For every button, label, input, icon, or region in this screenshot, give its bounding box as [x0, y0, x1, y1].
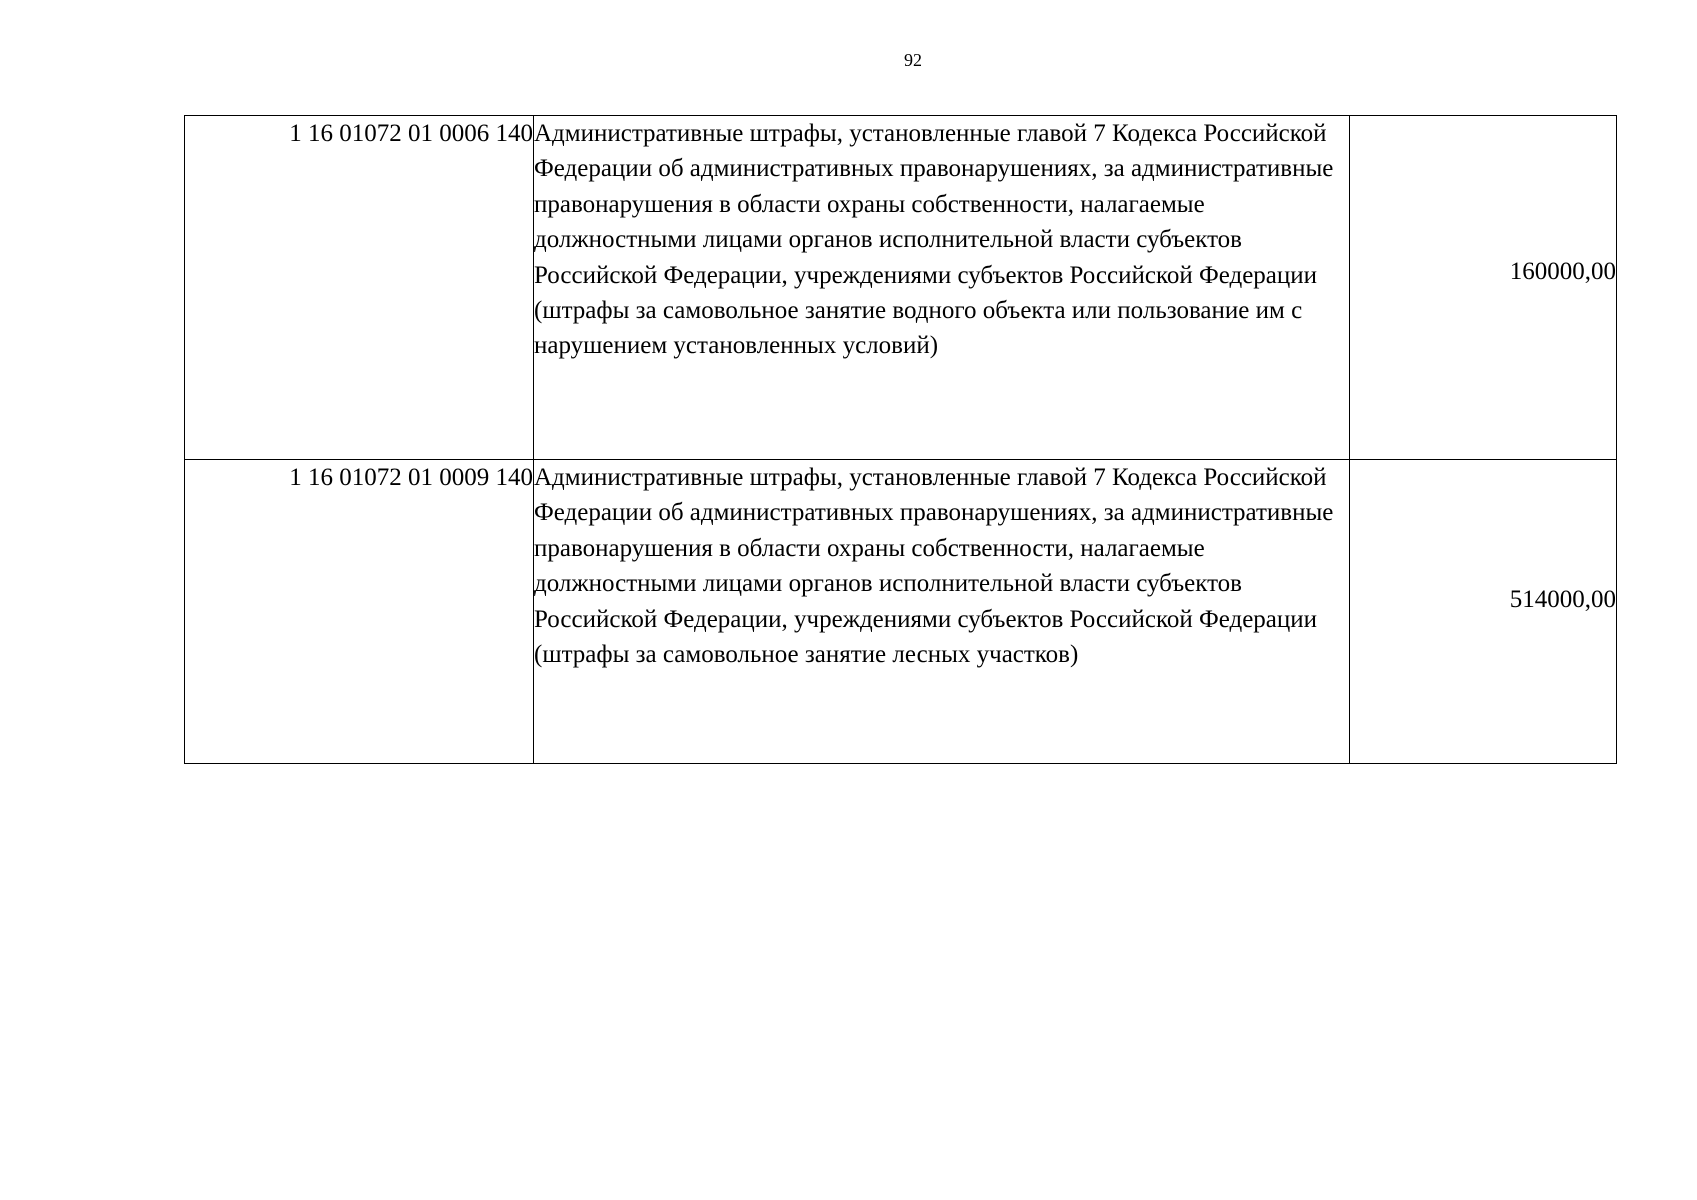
budget-classification-code: 1 16 01072 01 0009 140: [185, 460, 534, 764]
revenue-amount: 514000,00: [1350, 460, 1617, 764]
table-row: [185, 460, 1617, 764]
revenue-amount: 160000,00: [1350, 116, 1617, 460]
page-number: 92: [904, 50, 922, 70]
revenue-description: Административные штрафы, установленные главой 7 Кодекса Российской Федерации об административных правонарушениях, за административные правонарушения в области охраны собственности, налагаемые должностными лицами органов исполнительной власти субъектов Российской Федерации, учреждениями субъектов Российской Федерации (штрафы за самовольное занятие водного объекта или пользование им с нарушением установленных условий): [534, 116, 1350, 460]
budget-revenue-table: [184, 115, 1617, 764]
table-row: [185, 116, 1617, 460]
revenue-description: Административные штрафы, установленные главой 7 Кодекса Российской Федерации об административных правонарушениях, за административные правонарушения в области охраны собственности, налагаемые должностными лицами органов исполнительной власти субъектов Российской Федерации, учреждениями субъектов Российской Федерации (штрафы за самовольное занятие лесных участков): [534, 460, 1350, 764]
budget-classification-code: 1 16 01072 01 0006 140: [185, 116, 534, 460]
